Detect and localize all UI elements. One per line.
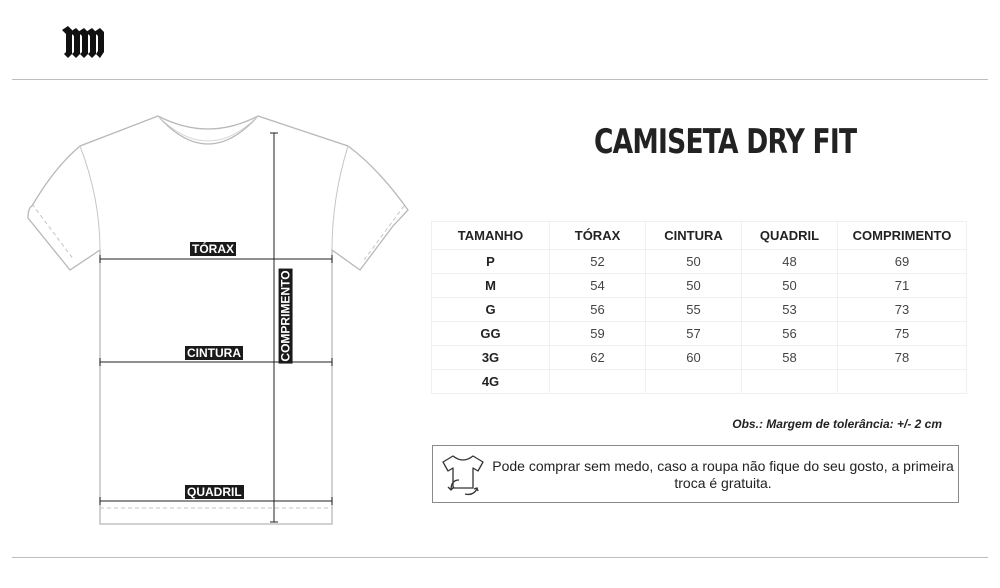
table-cell: 52 [550,250,646,274]
tshirt-outline-icon [18,108,418,528]
table-cell: 50 [646,274,742,298]
product-title: CAMISETA DRY FIT [594,122,857,162]
size-cell: P [432,250,550,274]
size-table [431,221,967,394]
tshirt-diagram [18,108,418,533]
tolerance-note: Obs.: Margem de tolerância: +/- 2 cm [732,417,942,431]
table-cell: 50 [646,250,742,274]
exchange-policy-text: Pode comprar sem medo, caso a roupa não fique do seu gosto, a primeira troca é gratuita. [492,458,954,491]
header-divider [12,79,988,80]
table-cell: 73 [838,298,967,322]
table-cell: 55 [646,298,742,322]
quadril-label: QUADRIL [187,485,242,499]
table-cell: 58 [742,346,838,370]
table-cell: 48 [742,250,838,274]
column-header: TÓRAX [550,222,646,250]
table-cell: 50 [742,274,838,298]
table-row [432,346,967,370]
table-row [432,274,967,298]
size-cell: 3G [432,346,550,370]
table-row [432,322,967,346]
size-cell: M [432,274,550,298]
size-cell: 4G [432,370,550,394]
table-cell: 78 [838,346,967,370]
table-cell: 53 [742,298,838,322]
table-cell [646,370,742,394]
shirt-exchange-icon [441,452,485,503]
table-cell: 60 [646,346,742,370]
size-cell: G [432,298,550,322]
table-cell [838,370,967,394]
table-row [432,250,967,274]
torax-label: TÓRAX [192,242,234,256]
table-header-row [432,222,967,250]
table-cell: 71 [838,274,967,298]
exchange-policy-box [432,445,959,503]
table-cell: 62 [550,346,646,370]
column-header: CINTURA [646,222,742,250]
cintura-label: CINTURA [187,346,241,360]
brand-logo-icon [60,24,106,65]
table-cell: 75 [838,322,967,346]
column-header: TAMANHO [432,222,550,250]
table-row [432,370,967,394]
table-cell [742,370,838,394]
table-cell [550,370,646,394]
table-cell: 56 [550,298,646,322]
table-cell: 56 [742,322,838,346]
column-header: COMPRIMENTO [838,222,967,250]
table-cell: 57 [646,322,742,346]
column-header: QUADRIL [742,222,838,250]
table-row [432,298,967,322]
footer-divider [12,557,988,558]
table-cell: 54 [550,274,646,298]
comprimento-label: COMPRIMENTO [278,270,293,362]
table-cell: 59 [550,322,646,346]
size-cell: GG [432,322,550,346]
table-cell: 69 [838,250,967,274]
